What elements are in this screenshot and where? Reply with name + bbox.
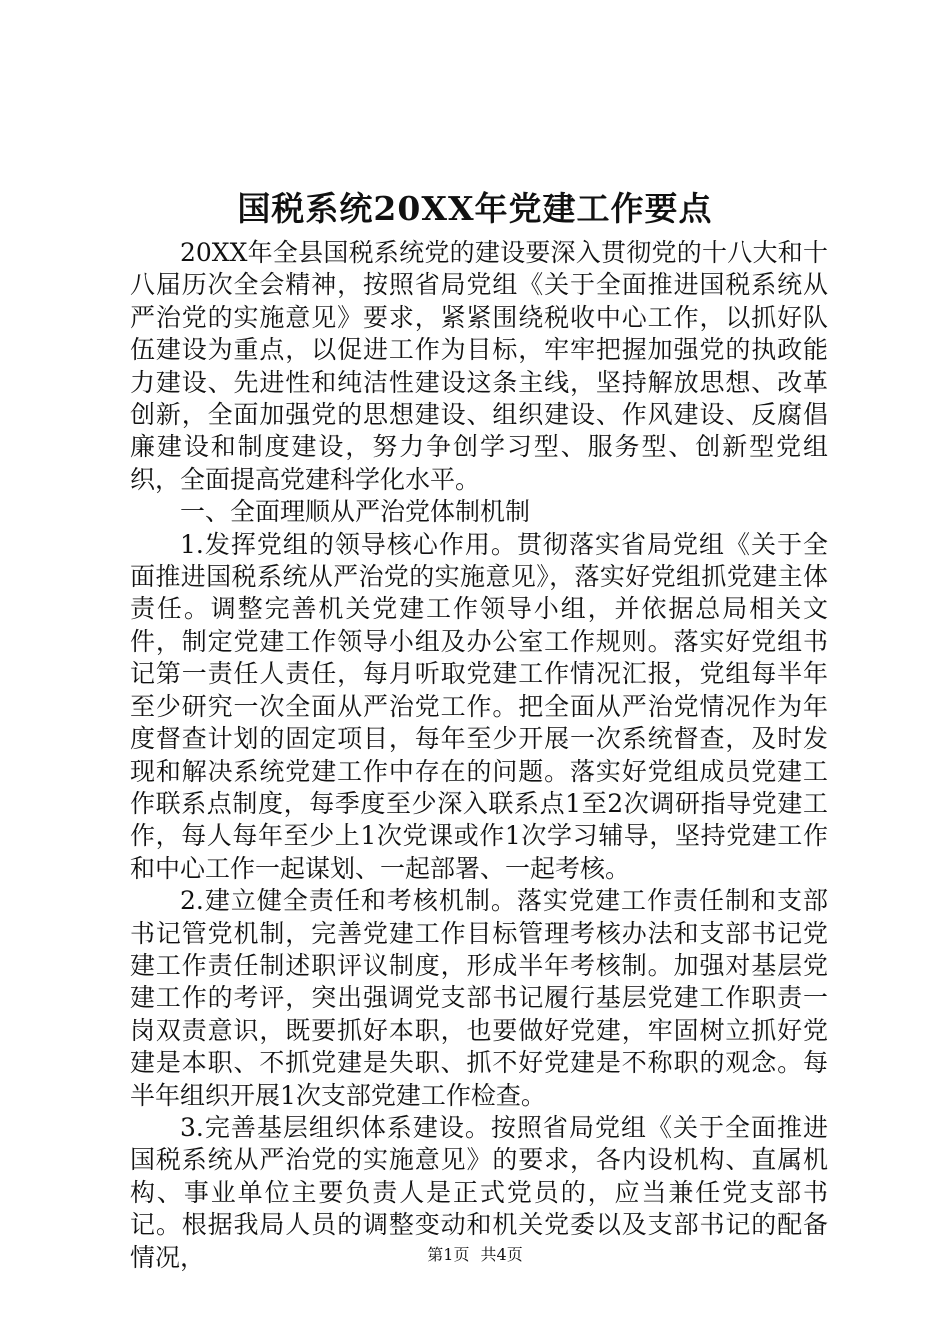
page-footer: 第1页 共4页 [427,1245,523,1264]
paragraph-item-1: 1.发挥党组的领导核心作用。贯彻落实省局党组《关于全面推进国税系统从严治党的实施意见》，落实好党组抓党建主体责任。调整完善机关党建工作领导小组，并依据总局相关文件，制定党建工作领导小组及办公室工作规则。落实好党组书记第一责任人责任，每月听取党建工作情况汇报，党组每半年至少研究一次全面从严治党工作。把全面从严治党情况作为年度督查计划的固定项目，每年至少开展一次系统督查，及时发现和解决系统党建工作中存在的问题。落实好党组成员党建工作联系点制度，每季度至少深入联系点1至2次调研指导党建工作，每人每年至少上1次党课或作1次学习辅导，坚持党建工作和中心工作一起谋划、一起部署、一起考核。 [130,529,828,883]
paragraph-item-3: 3.完善基层组织体系建设。按照省局党组《关于全面推进国税系统从严治党的实施意见》的要求，各内设机构、直属机构、事业单位主要负责人是正式党员的，应当兼任党支部书记。根据我局人员的调整变动和机关党委以及支部书记的配备情况， [130,1112,828,1272]
document-title: 国税系统20XX年党建工作要点 [237,189,713,228]
section-heading: 一、全面理顺从严治党体制机制 [180,497,531,527]
paragraph-item-2: 2.建立健全责任和考核机制。落实党建工作责任制和支部书记管党机制，完善党建工作目标管理考核办法和支部书记党建工作责任制述职评议制度，形成半年考核制。加强对基层党建工作的考评，突出强调党支部书记履行基层党建工作职责一岗双责意识，既要抓好本职，也要做好党建，牢固树立抓好党建是本职、不抓党建是失职、抓不好党建是不称职的观念。每半年组织开展1次支部党建工作检查。 [130,886,828,1110]
document-body [130,237,828,1274]
paragraph-intro: 20XX年全县国税系统党的建设要深入贯彻党的十八大和十八届历次全会精神，按照省局党组《关于全面推进国税系统从严治党的实施意见》要求，紧紧围绕税收中心工作，以抓好队伍建设为重点，以促进工作为目标，牢牢把握加强党的执政能力建设、先进性和纯洁性建设这条主线，坚持解放思想、改革创新，全面加强党的思想建设、组织建设、作风建设、反腐倡廉建设和制度建设，努力争创学习型、服务型、创新型党组织，全面提高党建科学化水平。 [130,238,828,494]
